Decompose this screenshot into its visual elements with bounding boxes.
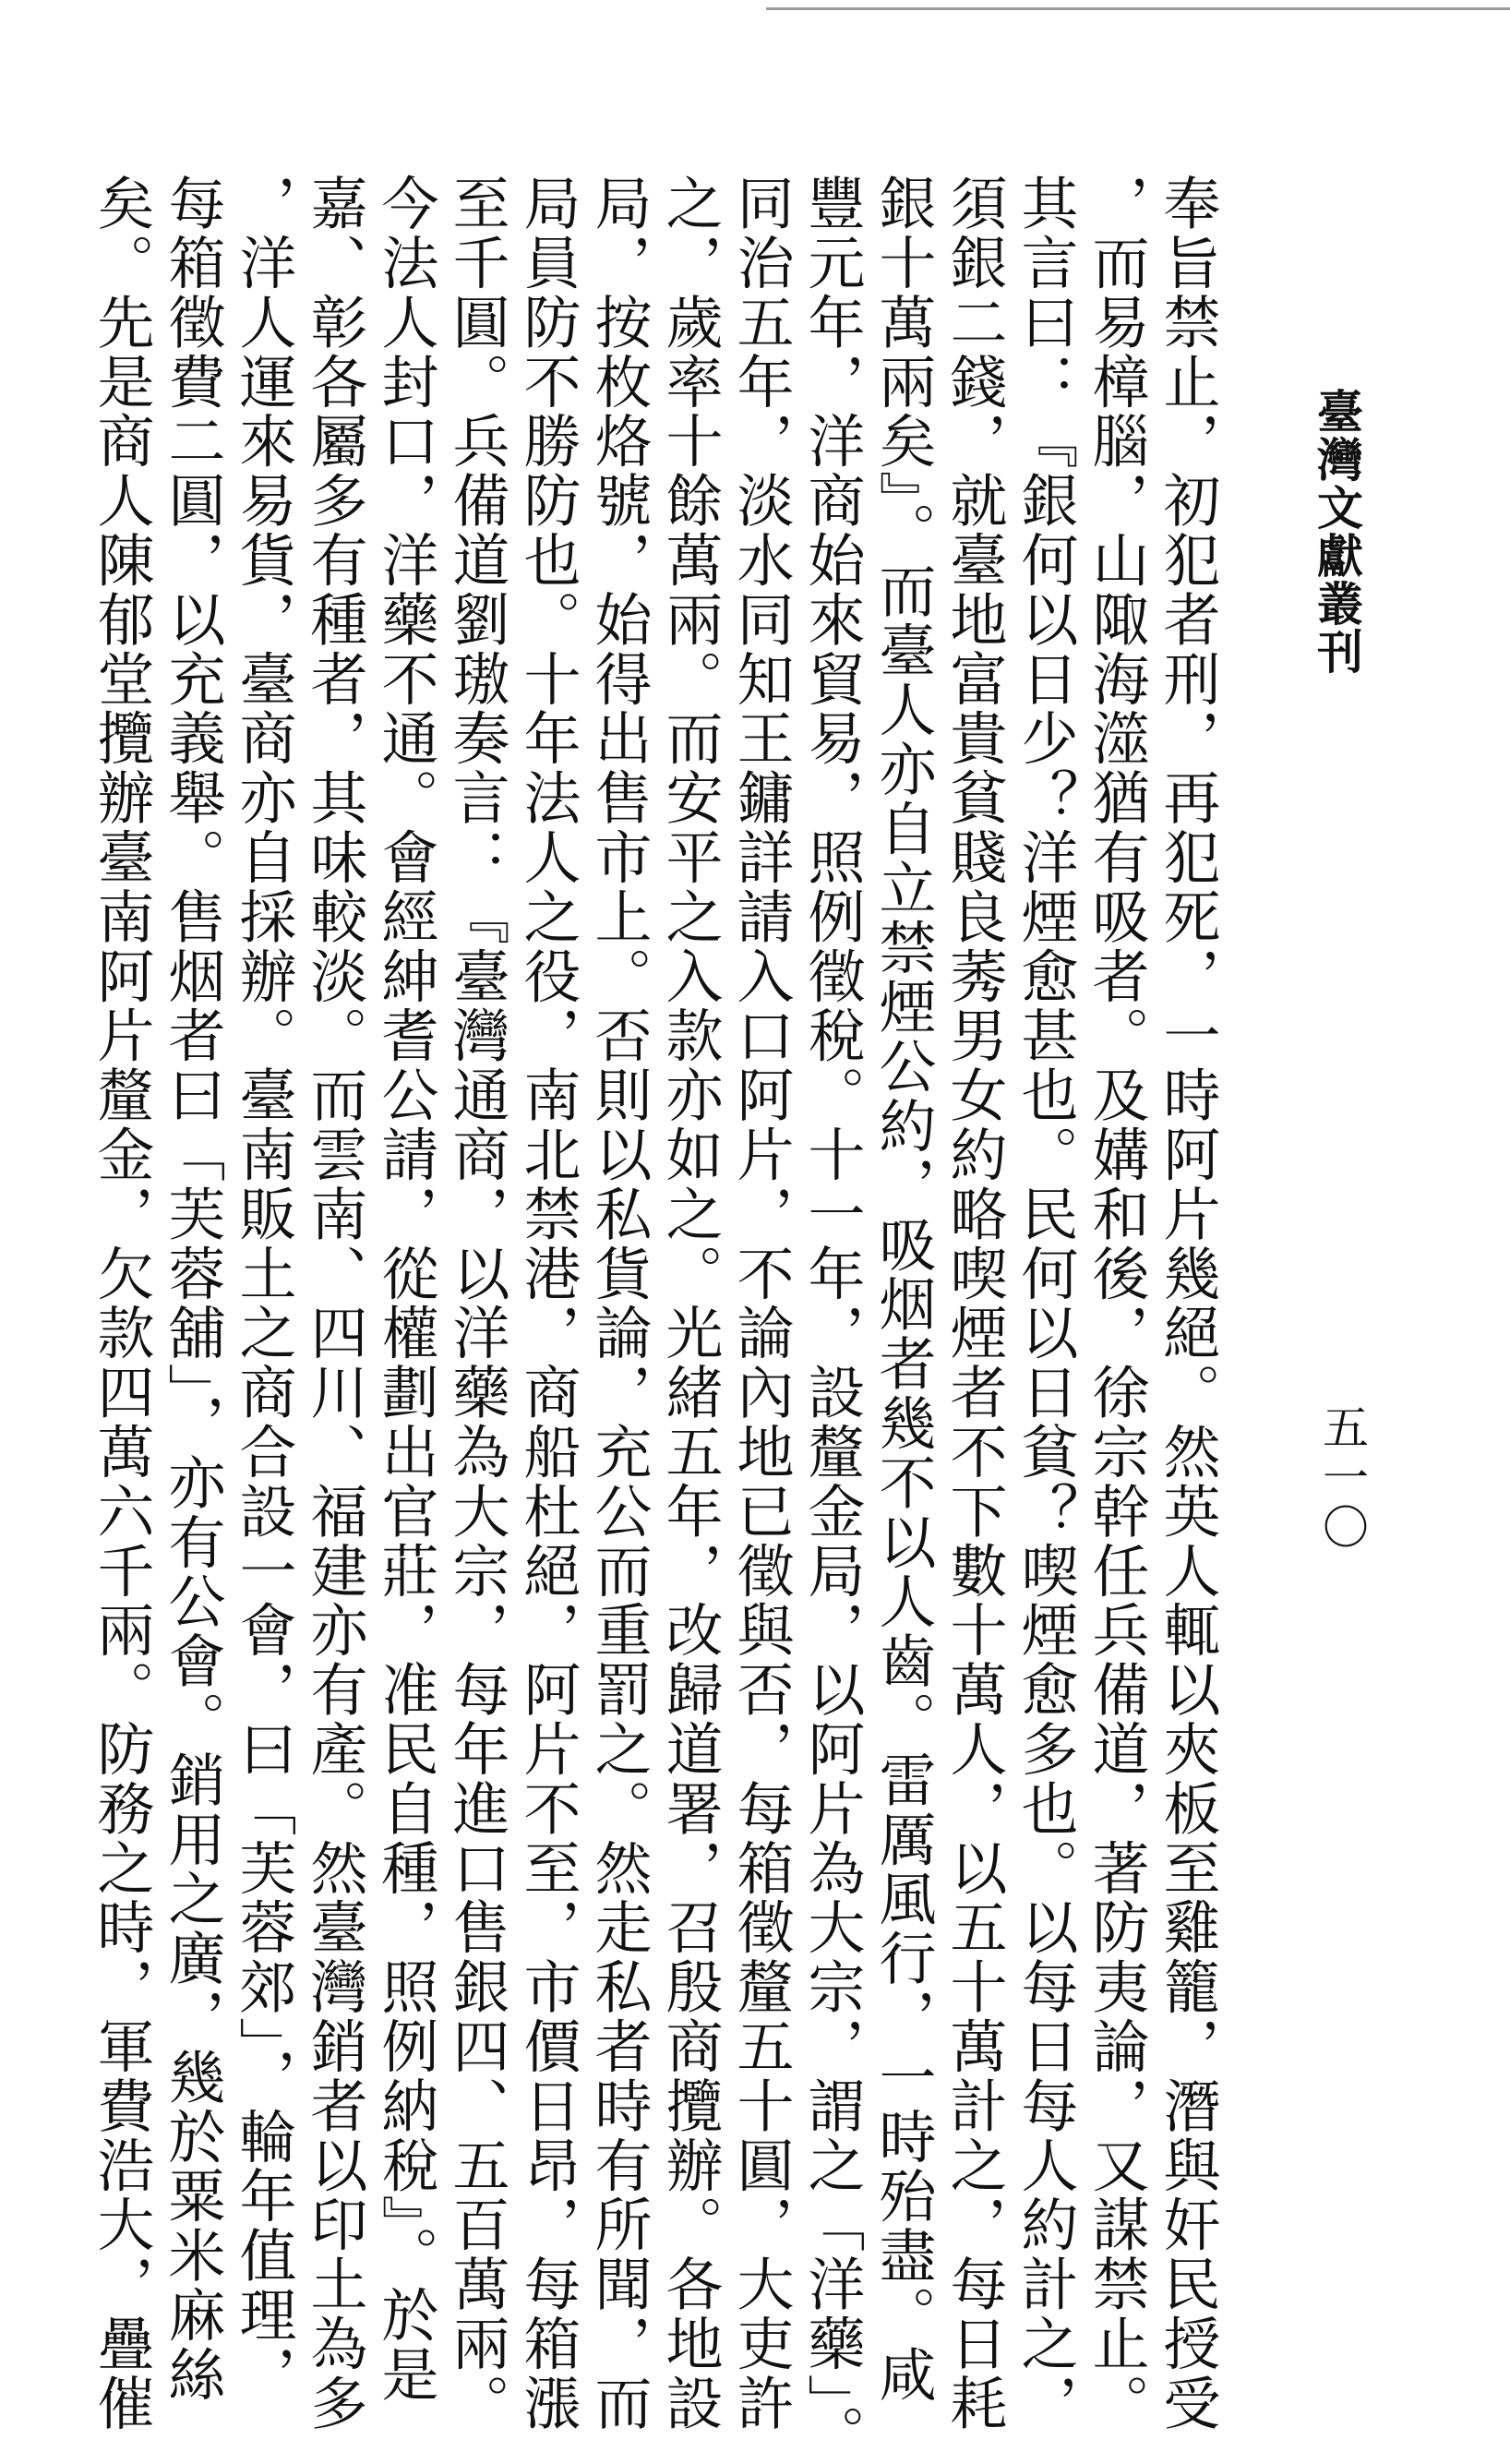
text-column-4: 須銀二錢，就臺地富貴貧賤良莠男女約略喫煙者不下數十萬人，以五十萬計之，每日耗 [941, 174, 1008, 2434]
text-column-3: 其言曰：『銀何以日少？洋煙愈甚也。民何以日貧？喫煙愈多也。以每日每人約計之， [1012, 174, 1079, 2434]
text-column-10: 局員防不勝防也。十年法人之役，南北禁港，商船杜絕，阿片不至，市價日昂，每箱漲 [514, 174, 581, 2434]
text-column-14: ，洋人運來易貨，臺商亦自採辦。臺南販土之商合設一會，曰「芙蓉郊」，輪年值理， [230, 174, 297, 2405]
text-column-1: 奉旨禁止，初犯者刑，再犯死，一時阿片幾絕。然英人輒以夾板至雞籠，潛與奸民授受 [1154, 174, 1221, 2434]
text-column-11: 至千圓。兵備道劉璈奏言：『臺灣通商，以洋藥為大宗，每年進口售銀四、五百萬兩。 [443, 174, 510, 2434]
text-column-8: 之，歲率十餘萬兩。而安平之入款亦如之。光緒五年，改歸道署，召殷商攬辦。各地設 [656, 174, 724, 2434]
page-number: 五一〇 [1315, 1403, 1369, 1553]
text-column-16: 矣。先是商人陳郁堂攬辦臺南阿片釐金，欠款四萬六千兩。防務之時，軍費浩大，疊催 [88, 174, 155, 2434]
text-column-5: 銀十萬兩矣』。而臺人亦自立禁煙公約，吸烟者幾不以人齒。雷厲風行，一時殆盡。咸 [869, 174, 937, 2405]
text-column-13: 嘉、彰各屬多有種者，其味較淡。而雲南、四川、福建亦有產。然臺灣銷者以印土為多 [301, 174, 368, 2434]
text-column-15: 每箱徵費二圓，以充義舉。售烟者曰「芙蓉舖」，亦有公會。銷用之廣，幾於粟米麻絲 [159, 174, 226, 2405]
text-column-7: 同治五年，淡水同知王鏞詳請入口阿片，不論內地已徵與否，每箱徵釐五十圓，大吏許 [727, 174, 795, 2434]
text-column-6: 豐元年，洋商始來貿易，照例徵稅。十一年，設釐金局，以阿片為大宗，謂之「洋藥」。 [798, 174, 866, 2464]
text-body [88, 174, 1223, 2464]
text-column-12: 今法人封口，洋藥不通。會經紳耆公請，從權劃出官莊，准民自種，照例納稅』。於是 [372, 174, 439, 2405]
series-title: 臺灣文獻叢刊 [1310, 388, 1364, 676]
scan-edge-rule [766, 7, 1510, 10]
text-column-2: ，而易樟腦，山陬海澨猶有吸者。及媾和後，徐宗幹任兵備道，著防夷論，又謀禁止。 [1083, 174, 1150, 2434]
text-column-9: 局，按枚烙號，始得出售市上。否則以私貨論，充公而重罰之。然走私者時有所聞，而 [585, 174, 653, 2434]
